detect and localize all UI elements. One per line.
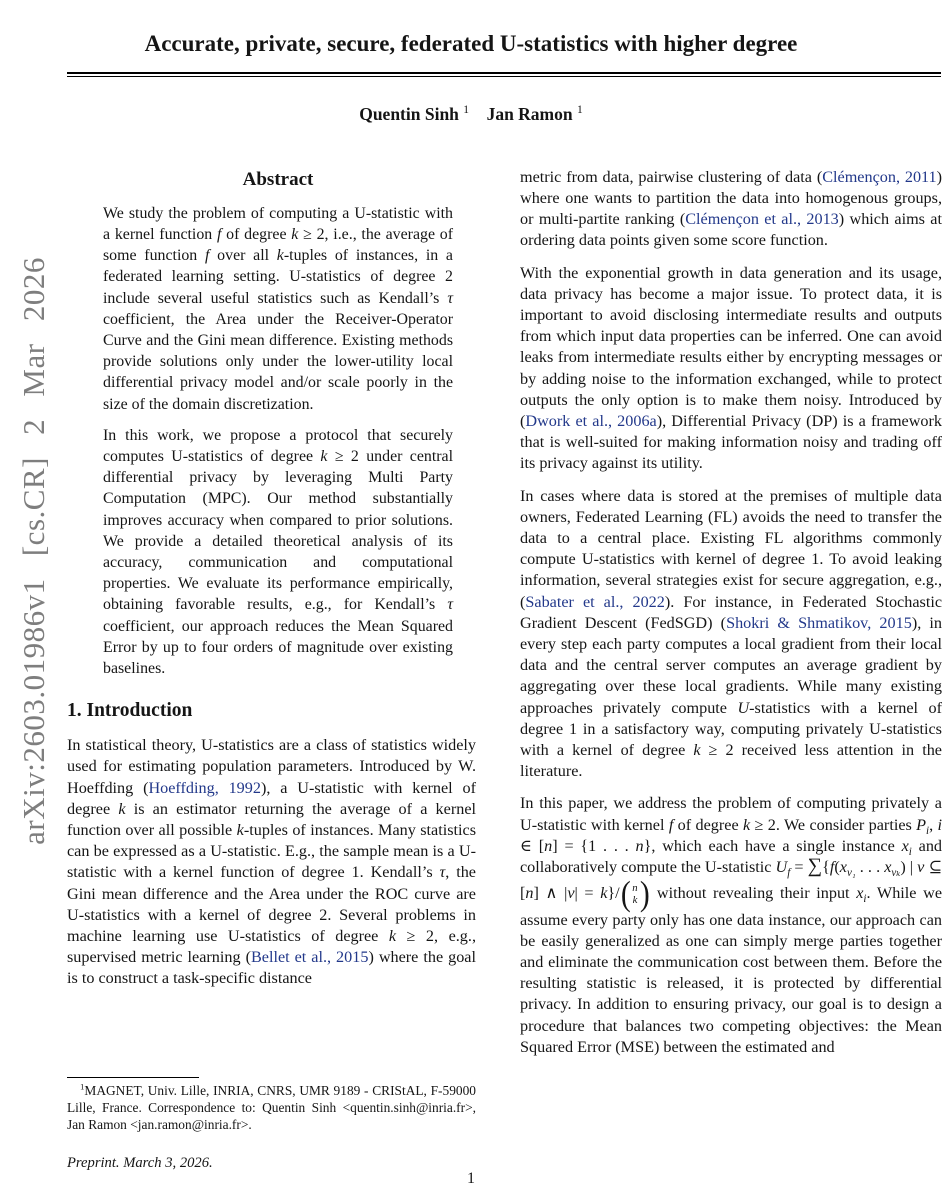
authors-line: Quentin Sinh $^1$ Jan Ramon $^1$ [359,103,583,124]
binomial-coefficient: ( n k ) [620,874,650,914]
title-rule [67,72,941,77]
citation-link[interactable]: Shokri & Shmatikov, 2015 [726,613,912,632]
citation-link[interactable]: Hoeffding, 1992 [148,778,261,797]
section-heading-introduction: 1. Introduction [67,700,193,722]
abstract-heading: Abstract [242,168,314,190]
affiliation-footnote: $^1$MAGNET, Univ. Lille, INRIA, CNRS, UMR 9189 - CRIStAL, F-59000 Lille, France. Correspondence to: Quentin Sinh <quentin.sinh@inria.fr>, Jan Ramon <jan.ramon@inria.fr>. [67,1081,476,1132]
abstract-paragraph: In this work, we propose a protocol that securely computes U-statistics of degree k ≥ 2 under central differential privacy by leveraging Multi Party Computation (MPC). Our method substantially improves accuracy when compared to prior solutions. We provide a detailed theoretical analysis of its accuracy, communication and computational properties. We evaluate its performance empirically, obtaining favorable results, e.g., for Kendall’s τ coefficient, our approach reduces the Mean Squared Error by up to four orders of magnitude over existing baselines. [103,426,453,678]
citation-link[interactable]: Dwork et al., 2006a [525,411,657,430]
paper-title: Accurate, private, secure, federated U-statistics with higher degree [144,31,798,56]
citation-link[interactable]: Sabater et al., 2022 [525,592,665,611]
preprint-date-note: Preprint. March 3, 2026. [67,1154,213,1171]
footnote-block [67,1077,476,1172]
arxiv-watermark: arXiv:2603.01986v1 [cs.CR] 2 Mar 2026 [16,257,51,845]
abstract-section [67,169,476,679]
body-paragraph: In this paper, we address the problem of computing privately a U-statistic with kernel f of degree k ≥ 2. We consider parties $P_i$, i ∈ [n] = {1 . . . n}, which each have a single instance $x_i$ and collaboratively compute the U-statistic $U_f = \sum\{f(x_{v_1}$ . . . $x_{v_k}$) | v ⊆ [n] ∧ |v| = k}/ ( n k ) without revealing their input $x_i$. While we assume every party only has one data instance, our approach can be easily generalized as one can simply merge parties together and eliminate the communication cost between them. Before the resulting statistic is released, it is protected by differential privacy. In addition to ensuring privacy, our goal is to design a procedure that balances two competing objectives: the Mean Squared Error (MSE) between the estimated and [520,794,942,1056]
citation-link[interactable]: Clémençon et al., 2013 [685,210,839,229]
citation-link[interactable]: Bellet et al., 2015 [250,948,369,967]
page-number: 1 [467,1170,475,1187]
left-column [67,167,476,1172]
two-column-body [67,167,942,1172]
column-gap [476,167,520,1172]
abstract-paragraph: We study the problem of computing a U-statistic with a kernel function f of degree k ≥ 2, i.e., the average of some function f over all k-tuples of instances, in a federated learning setting. U-statistics of degree 2 include several useful statistics such as Kendall’s τ coefficient, the Area under the Receiver-Operator Curve and the Gini mean difference. Existing methods provide solutions only under the lower-utility local differential privacy model and/or scale poorly in the size of the domain discretization. [103,204,453,413]
footnote-rule [67,1077,199,1078]
citation-link[interactable]: Clémençon, 2011 [822,167,937,186]
body-paragraph: metric from data, pairwise clustering of data (Clémençon, 2011) where one wants to partition the data into homogenous groups, or multi-partite ranking (Clémençon et al., 2013) which aims at ordering data points given some score function. [520,167,942,250]
introduction-paragraph: In statistical theory, U-statistics are a class of statistics widely used for estimating population parameters. Introduced by W. Hoeffding (Hoeffding, 1992), a U-statistic with kernel of degree k is an estimator returning the average of a kernel function over all possible k-tuples of instances. Many statistics can be expressed as a U-statistic. E.g., the sample mean is a U-statistic with a kernel function of degree 1. Kendall’s τ, the Gini mean difference and the Area under the ROC curve are U-statistics with a kernel of degree 2. Several problems in machine learning use U-statistics of degree k ≥ 2, e.g., supervised metric learning (Bellet et al., 2015) where the goal is to construct a task-specific distance [67,736,477,988]
right-column [520,167,942,1172]
body-paragraph: In cases where data is stored at the premises of multiple data owners, Federated Learning (FL) avoids the need to transfer the data to a central place. Existing FL algorithms commonly compute U-statistics with kernel of degree 1. To avoid leaking information, several strategies exist for secure aggregation, e.g., (Sabater et al., 2022). For instance, in Federated Stochastic Gradient Descent (FedSGD) (Shokri & Shmatikov, 2015), in every step each party computes a local gradient from their local data and the central server computes an average gradient by aggregating over these local gradients. While many existing approaches privately compute U-statistics with a kernel of degree 1 in a satisfactory way, computing privately U-statistics with a kernel of degree k ≥ 2 received less attention in the literature. [520,486,942,781]
body-paragraph: With the exponential growth in data generation and its usage, data privacy has become a major issue. To protect data, it is important to avoid disclosing intermediate results and outputs from which input data properties can be inferred. One can avoid leaks from intermediate results either by encrypting messages or by adding noise to the information exchanged, while to protect outputs the only option is to make them noisy. Introduced by (Dwork et al., 2006a), Differential Privacy (DP) is a framework that is well-suited for making information noisy and trading off its privacy against its utility. [520,263,942,473]
